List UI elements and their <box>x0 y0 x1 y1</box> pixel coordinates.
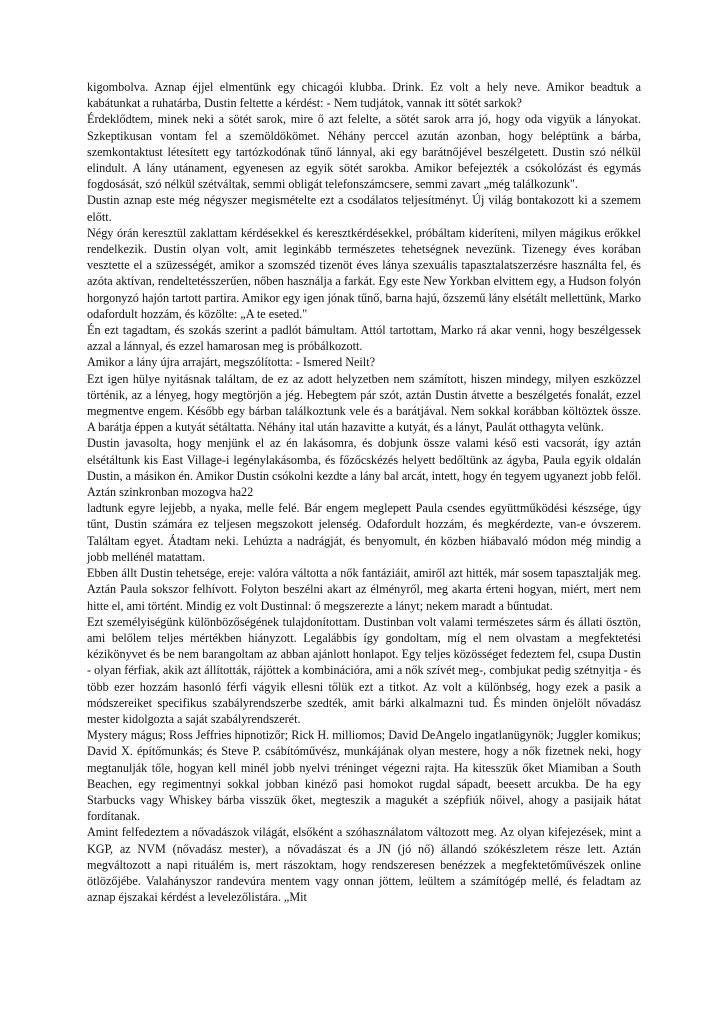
paragraph-7: Ezt igen hülye nyitásnak találtam, de ez az adott helyzetben nem számított, hiszen mindegy, milyen eszközzel történik, az a lényeg, hogy megtörjön a jég. Hebegtem pár szót, aztán Dustin átvette a beszélgetés fonalát, ezzel megmentve engem. Később egy bárban találkoztunk vele és a barátjával. Nem sokkal korábban költöztek össze. A barátja éppen a kutyát sétáltatta. Néhány ital után hazavitte a kutyát, és a lányt, Paulát otthagyta velünk. <box>87 371 641 435</box>
paragraph-12: Mystery mágus; Ross Jeffries hipnotizőr; Rick H. milliomos; David DeAngelo ingatlanügynök; Juggler komikus; David X. építőmunkás; és Steve P. csábítóművész, munkájának olyan mestere, hogy a nők fizetnek neki, hogy megtanulják tőle, hogyan kell minél jobb nyelvi tréninget végezni rajta. Ha kitesszük őket Miamiban a South Beachen, egy regimentnyi sokkal jobban kinéző pasi homokot rugdal sápadt, beesett arcukba. De ha egy Starbucks vagy Whiskey bárba visszük őket, megteszik a magukét a szépfiúk nőivel, ahogy a pasijaik hátat fordítanak. <box>87 728 641 824</box>
paragraph-6: Amikor a lány újra arrajárt, megszólította: - Ismered Neilt? <box>87 355 375 370</box>
paragraph-2: Érdeklődtem, minek neki a sötét sarok, mire ő azt felelte, a sötét sarok arra jó, hogy oda vigyük a lányokat. Szkeptikusan vontam fel a szemöldökömet. Néhány perccel azután azonban, hogy beléptünk a bárba, szemkontaktust létesített egy tartózkodónak tűnő lánnyal, aki egy barátnőjével beszélgetett. Dustin szó nélkül elindult. A lány utánament, egyenesen az egyik sötét sarokba. Amikor befejezték a csókolózást és egymás fogdosását, szó nélkül szétváltak, semmi obligát telefonszámcsere, semmi zavart „még találkozunk". <box>87 112 641 192</box>
paragraph-13: Amint felfedeztem a nővadászok világát, elsőként a szóhasználatom változott meg. Az olyan kifejezések, mint a KGP, az NVM (nővadász mester), a nővadászat és a JN (jó nő) állandó szókészletem része lett. Aztán megváltozott a napi rituálém is, mert rászoktam, hogy rendszeresen benézzek a megfektetőművészek online ötlözőjébe. Valahányszor randevúra mentem vagy onnan jöttem, leültem a számítógép mellé, és feladtam az aznap éjszakai kérdést a levelezőlistára. „Mit <box>87 825 641 905</box>
paragraph-10: Ebben állt Dustin tehetsége, ereje: valóra váltotta a nők fantáziáit, amiről azt hitték, már sosem tapasztalják meg. Aztán Paula sokszor felhívott. Folyton beszélni akart az élményről, meg akarta érteni hogyan, miért, mert nem hitte el, ami történt. Mindig ez volt Dustinnal: ő megszerezte a lányt; nekem maradt a bűntudat. <box>87 566 641 613</box>
paragraph-1: kigombolva. Aznap éjjel elmentünk egy chicagói klubba. Drink. Ez volt a hely neve. Amikor beadtuk a kabátunkat a ruhatárba, Dustin feltette a kérdést: - Nem tudjátok, vannak itt sötét sarkok? <box>87 80 641 111</box>
paragraph-5: Én ezt tagadtam, és szokás szerint a padlót bámultam. Attól tartottam, Marko rá akar venni, hogy beszélgessek azzal a lánnyal, és ezzel hamarosan meg is próbálkozott. <box>87 323 641 354</box>
paragraph-8: Dustin javasolta, hogy menjünk el az én lakásomra, és dobjunk össze valami késő esti vacsorát, így aztán elsétáltunk kis East Village-i legénylakásomba, és főzőcskézés helyett bedőltünk az ágyba, Paula egyik oldalán Dustin, a másikon én. Amikor Dustin csókolni kezdte a lány bal arcát, intett, hogy én tegyem ugyanezt jobb felől. Aztán szinkronban mozogva ha22 <box>87 436 641 500</box>
paragraph-3: Dustin aznap este még négyszer megismételte ezt a csodálatos teljesítményt. Új világ bontakozott ki a szemem előtt. <box>87 193 641 224</box>
document-body <box>87 79 641 905</box>
paragraph-9: ladtunk egyre lejjebb, a nyaka, melle felé. Bár engem meglepett Paula csendes együttműködési készsége, úgy tűnt, Dustin számára ez teljesen megszokott jelenség. Odafordult hozzám, és megkérdezte, van-e óvszerem. Találtam egyet. Átadtam neki. Lehúzta a nadrágját, és benyomult, én közben hiábavaló módon még mindig a jobb mellénél matattam. <box>87 501 641 564</box>
paragraph-4: Négy órán keresztül zaklattam kérdésekkel és keresztkérdésekkel, próbáltam kideríteni, milyen mágikus erőkkel rendelkezik. Dustin olyan volt, amit leginkább természetes tehetségnek nevezünk. Tizenegy éves korában vesztette el a szüzességét, amikor a szomszéd tizenöt éves lánya szexuális tapasztalatszerzésre használta fel, és azóta aktívan, rendeltetésszerűen, nőben használja a farkát. Egy este New Yorkban elvittem egy, a Hudson folyón horgonyzó hajón tartott partira. Amikor egy igen jónak tűnő, barna hajú, őzszemű lány elsétált mellettünk, Marko odafordult hozzám, és közölte: „A te eseted." <box>87 225 641 321</box>
paragraph-11: Ezt személyiségünk különbözőségének tulajdonítottam. Dustinban volt valami természetes sárm és állati ösztön, ami belőlem teljes mértékben hiányzott. Legalábbis így gondoltam, míg el nem olvastam a megfektetési kézikönyvet és be nem barangoltam az abban ajánlott honlapot. Egy teljes közösséget fedeztem fel, csupa Dustin - olyan férfiak, akik azt állították, rájöttek a kombinációra, ami a nők szívét meg-, combjukat pedig szétnyitja - és több ezer hozzám hasonló férfi vágyik ellesni tőlük ezt a titkot. Az volt a különbség, hogy ezek a pasik a módszereiket specifikus szabályrendszerbe szedték, amit bárki alkalmazni tud. És minden önjelölt nővadász mester kidolgozta a saját szabályrendszerét. <box>87 614 641 726</box>
